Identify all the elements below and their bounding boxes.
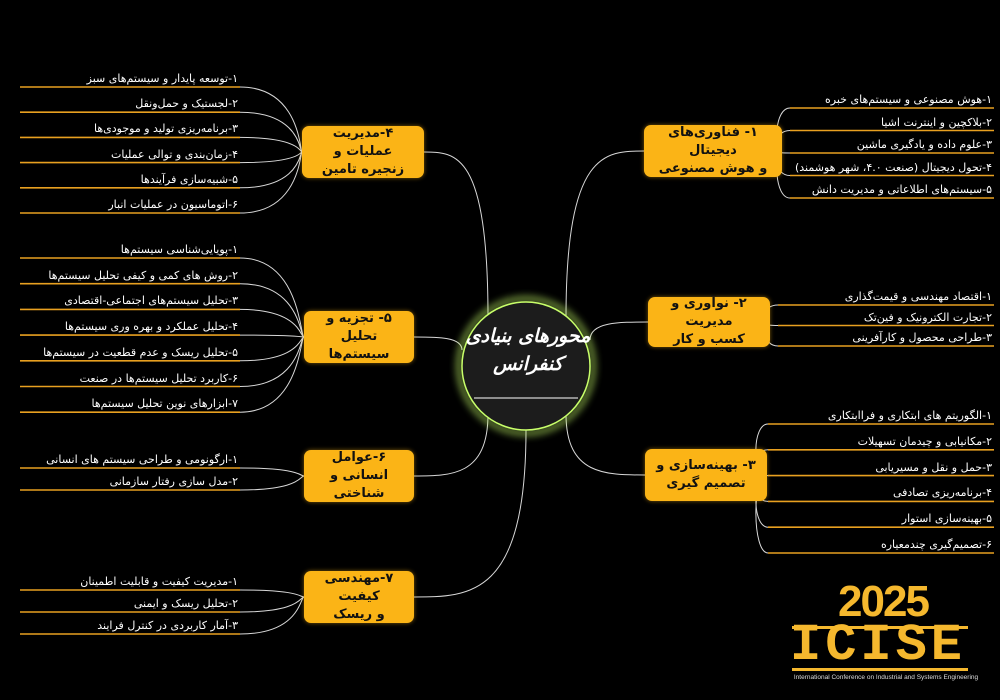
- item-connector: [240, 137, 302, 152]
- branch-node: ۳- بهینه‌سازی و تصمیم گیری: [645, 449, 767, 501]
- branch-item: ۲-مدل سازی رفتار سازمانی: [109, 475, 238, 488]
- branch-item: ۱-مدیریت کیفیت و قابلیت اطمینان: [80, 575, 238, 588]
- branch-item: ۵-سیستم‌های اطلاعاتی و مدیریت دانش: [811, 183, 992, 196]
- logo-subtitle: International Conference on Industrial and Systems Engineering: [793, 674, 979, 681]
- branch-item: ۵-بهینه‌سازی استوار: [901, 512, 992, 526]
- item-connector: [240, 335, 304, 337]
- branch-item: ۴-برنامه‌ریزی تصادفی: [892, 486, 992, 500]
- branch-item: ۳-علوم داده و یادگیری ماشین: [856, 138, 992, 151]
- branch-node: ۱- فناوری‌های دیجیتال و هوش مصنوعی: [644, 125, 782, 177]
- branch-item: ۳-حمل و نقل و مسیریابی: [875, 460, 992, 474]
- branch-item: ۱-پویایی‌شناسی سیستم‌ها: [120, 243, 238, 256]
- branch-item: ۶-تصمیم‌گیری چندمعیاره: [880, 538, 992, 551]
- item-connector: [240, 112, 302, 152]
- center-connector: [414, 337, 462, 350]
- branch-item: ۶-اتوماسیون در عملیات انبار: [108, 198, 238, 211]
- center-connector: [590, 322, 648, 340]
- branch-item: ۴-زمان‌بندی و توالی عملیات: [110, 147, 238, 161]
- branch-item: ۱-ارگونومی و طراحی سیستم های انسانی: [46, 453, 238, 466]
- branch-item: ۵-شبیه‌سازی فرآیندها: [140, 172, 238, 186]
- center-title: محورهای بنیادی کنفرانس: [465, 325, 591, 375]
- branch-item: ۴-تحلیل عملکرد و بهره وری سیستم‌ها: [64, 320, 238, 334]
- branch-node: ۶-عوامل انسانی و شناختی: [304, 450, 414, 502]
- branch-node: ۲- نوآوری و مدیریت کسب و کار: [648, 297, 770, 347]
- branch-item: ۷-ابزارهای نوین تحلیل سیستم‌ها: [91, 397, 238, 411]
- branch-item: ۳-طراحی محصول و کارآفرینی: [852, 331, 992, 344]
- branch-item: ۱-الگوریتم های ابتکاری و فراابتکاری: [827, 409, 992, 422]
- branch-item: ۳-تحلیل سیستم‌های اجتماعی-اقتصادی: [64, 294, 238, 308]
- branch-node: ۷-مهندسی کیفیت و ریسک: [304, 571, 414, 623]
- branch-item: ۴-تحول دیجیتال (صنعت ۴.۰، شهر هوشمند): [794, 160, 992, 174]
- branch-item: ۲-تحلیل ریسک و ایمنی: [133, 597, 238, 610]
- branch-item: ۲-بلاکچین و اینترنت اشیا: [881, 115, 992, 129]
- center-connector: [566, 151, 644, 318]
- item-connector: [240, 337, 304, 361]
- branch-item: ۲-روش های کمی و کیفی تحلیل سیستم‌ها: [48, 268, 238, 282]
- branch-item: ۲-تجارت الکترونیک و فین‌تک: [863, 310, 992, 324]
- center-connector: [414, 430, 526, 597]
- branch-item: ۱-توسعه پایدار و سیستم‌های سبز: [86, 72, 238, 85]
- branch-node: ۵- تجزیه و تحلیل سیستم‌ها: [304, 311, 414, 363]
- center-connector: [414, 414, 488, 476]
- item-connector: [240, 284, 304, 337]
- logo-year: 2025: [838, 577, 928, 626]
- branch-item: ۱-اقتصاد مهندسی و قیمت‌گذاری: [844, 290, 992, 303]
- branch-node: ۴-مدیریت عملیات و زنجیره تامین: [302, 126, 424, 178]
- item-connector: [240, 590, 304, 597]
- item-connector: [240, 152, 302, 163]
- center-connector: [566, 414, 645, 475]
- item-connector: [240, 597, 304, 634]
- branch-item: ۳-آمار کاربردی در کنترل فرایند: [97, 619, 238, 632]
- logo-name: ICISE: [789, 616, 967, 675]
- item-connector: [240, 476, 304, 490]
- branch-item: ۲-لجستیک و حمل‌ونقل: [135, 97, 238, 111]
- item-connector: [240, 468, 304, 476]
- branch-item: ۲-مکانیابی و چیدمان تسهیلات: [857, 434, 992, 448]
- branch-item: ۱-هوش مصنوعی و سیستم‌های خبره: [825, 93, 992, 106]
- item-connector: [240, 337, 304, 387]
- center-connector: [424, 152, 488, 318]
- item-connector: [240, 87, 302, 152]
- item-connector: [240, 597, 304, 612]
- branch-item: ۳-برنامه‌ریزی تولید و موجودی‌ها: [94, 122, 238, 136]
- branch-item: ۵-تحلیل ریسک و عدم قطعیت در سیستم‌ها: [43, 345, 238, 359]
- branch-item: ۶-کاربرد تحلیل سیستم‌ها در صنعت: [79, 371, 238, 385]
